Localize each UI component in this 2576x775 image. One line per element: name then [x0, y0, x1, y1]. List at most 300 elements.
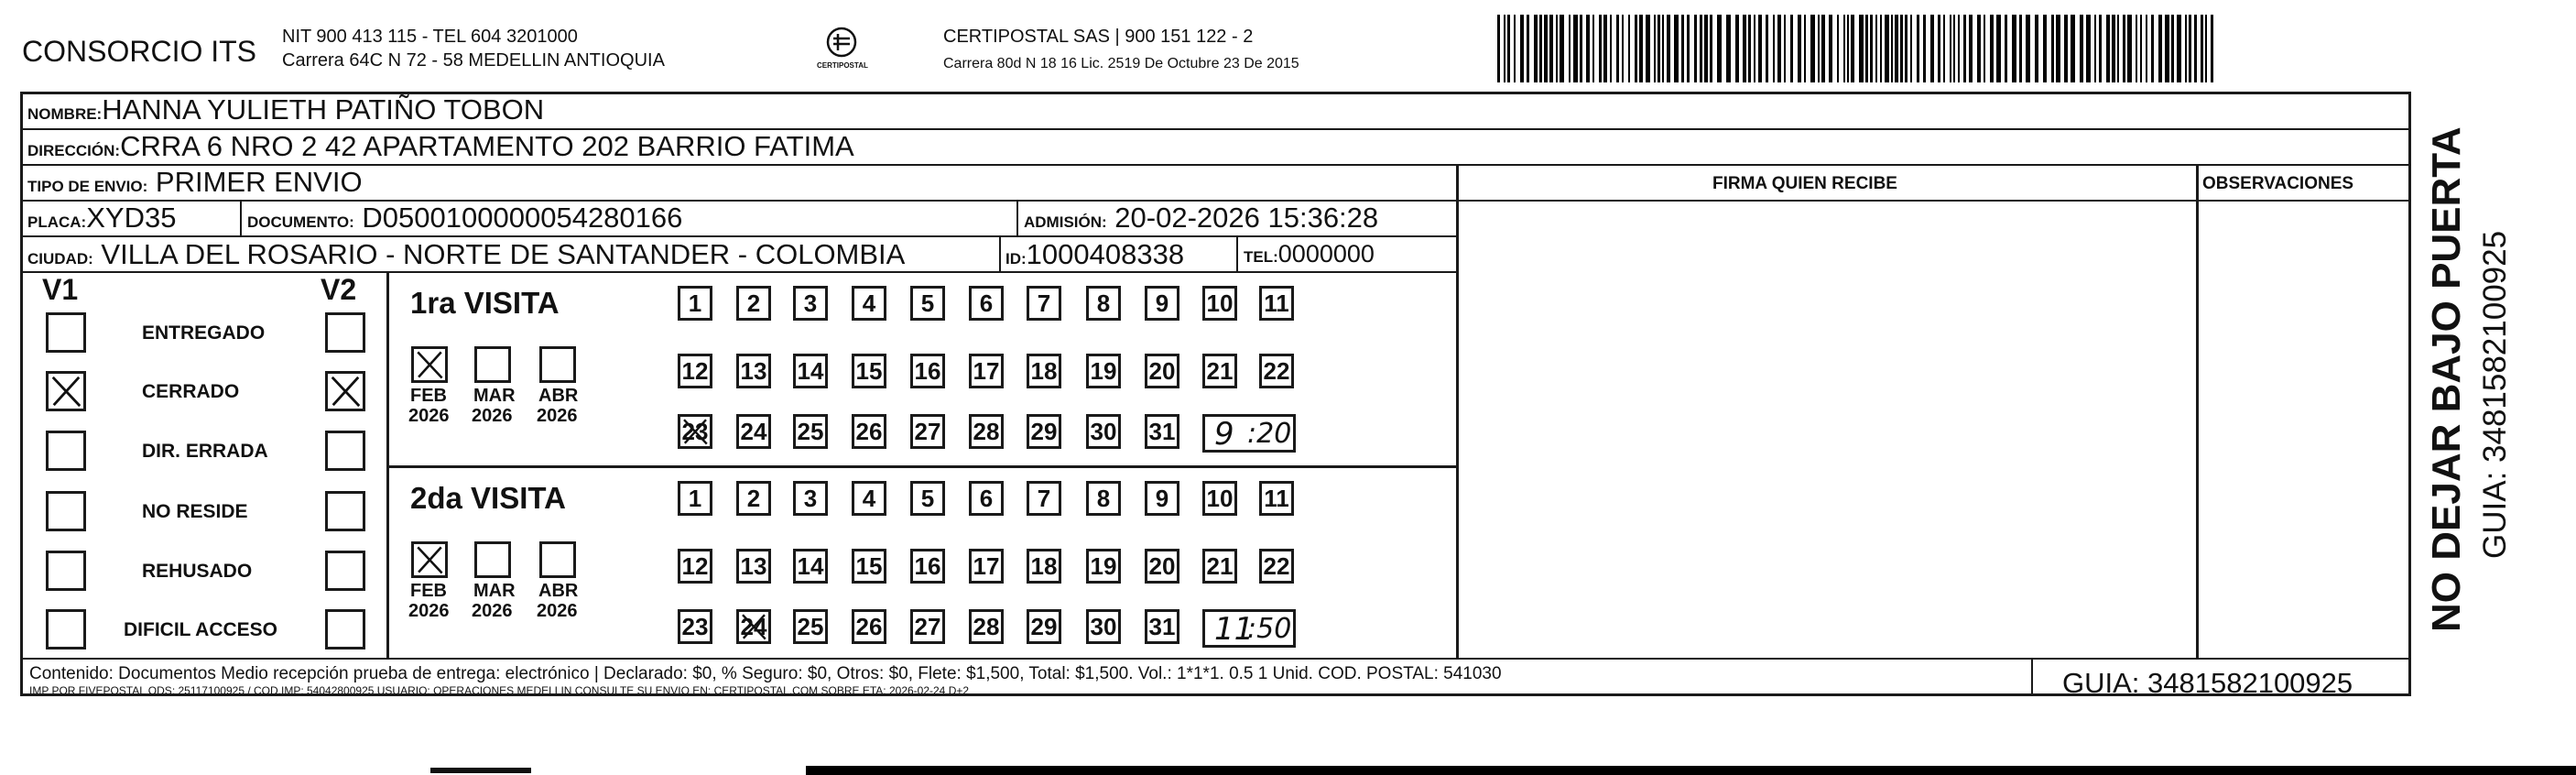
- bottom-edge-line: [806, 766, 2576, 775]
- barcode-bar: [2177, 15, 2181, 82]
- ciudad-field: [27, 240, 905, 268]
- documento-field: [247, 203, 682, 232]
- barcode-bar: [1520, 15, 1524, 82]
- day-number: 13: [740, 552, 767, 580]
- barcode-bar: [1662, 15, 1664, 82]
- barcode-bar: [1700, 15, 1702, 82]
- barcode-bar: [1930, 15, 1934, 82]
- day-number: 23: [681, 613, 709, 640]
- day-box[interactable]: [736, 481, 771, 516]
- barcode-bar: [1829, 15, 1832, 82]
- barcode-bar: [1687, 15, 1690, 82]
- day-box[interactable]: [678, 549, 712, 584]
- no-dejar-warning: NO DEJAR BAJO PUERTA: [2424, 126, 2469, 632]
- day-number: 25: [797, 613, 824, 640]
- barcode-bar: [2194, 15, 2197, 82]
- day-number: 8: [1096, 289, 1111, 317]
- barcode-bar: [2185, 15, 2187, 82]
- admision-field: [1024, 203, 1378, 232]
- barcode-bar: [2106, 15, 2110, 82]
- month-checkbox[interactable]: [411, 541, 448, 578]
- day-box[interactable]: [736, 354, 771, 388]
- day-box[interactable]: [678, 286, 712, 321]
- status-v2-checkbox[interactable]: [325, 371, 365, 411]
- barcode-bar: [2005, 15, 2007, 82]
- day-number: 22: [1263, 552, 1290, 580]
- barcode-bar: [2012, 15, 2016, 82]
- day-box[interactable]: [1086, 609, 1121, 644]
- direccion-field: [27, 132, 854, 160]
- tel-label: TEL:: [1244, 248, 1278, 266]
- day-number: 21: [1206, 552, 1234, 580]
- footer-guia: GUIA: 3481582100925: [2062, 667, 2353, 699]
- side-guia: GUIA: 3481582100925: [2477, 230, 2513, 559]
- day-number: 15: [855, 552, 883, 580]
- barcode-bar: [2071, 15, 2075, 82]
- visit-time-box[interactable]: [1202, 609, 1296, 648]
- direccion-value: CRRA 6 NRO 2 42 APARTAMENTO 202 BARRIO FATIMA: [120, 130, 854, 162]
- day-box[interactable]: [852, 414, 886, 449]
- barcode-bar: [1586, 15, 1590, 82]
- id-field: [1005, 240, 1184, 268]
- barcode-bar: [1743, 15, 1746, 82]
- day-number: 3: [803, 289, 818, 317]
- visit-time-hour: 11: [1214, 611, 1255, 648]
- month-label: FEB: [410, 386, 447, 406]
- barcode-bar: [1726, 15, 1731, 82]
- day-cross-mark: [739, 612, 768, 641]
- day-box[interactable]: [1086, 286, 1121, 321]
- nombre-field: [27, 95, 544, 124]
- barcode-bar: [1635, 15, 1637, 82]
- month-label: MAR: [473, 386, 516, 406]
- day-number: 8: [1096, 485, 1111, 512]
- day-number: 22: [1263, 357, 1290, 385]
- barcode-bar: [1599, 15, 1602, 82]
- day-box[interactable]: [793, 609, 828, 644]
- status-v2-checkbox[interactable]: [325, 491, 365, 531]
- barcode-bar: [1784, 15, 1786, 82]
- barcode-bar: [2211, 15, 2213, 82]
- tel-field: [1244, 242, 1375, 267]
- day-box[interactable]: [1027, 609, 1061, 644]
- day-number: 30: [1090, 613, 1117, 640]
- day-number: 27: [914, 613, 941, 640]
- barcode-bar: [2127, 15, 2132, 82]
- barcode-bar: [1958, 15, 1960, 82]
- day-box[interactable]: [793, 549, 828, 584]
- barcode-bar: [1950, 15, 1951, 82]
- day-number: 7: [1037, 289, 1051, 317]
- day-box[interactable]: [910, 481, 945, 516]
- ciudad-value: VILLA DEL ROSARIO - NORTE DE SANTANDER - COLOMBIA: [101, 238, 906, 270]
- day-box[interactable]: [969, 286, 1004, 321]
- day-number: 29: [1030, 418, 1058, 445]
- barcode-bar: [1704, 15, 1708, 82]
- day-number: 24: [740, 418, 767, 445]
- courier-line-1: CERTIPOSTAL SAS | 900 151 122 - 2: [943, 27, 1254, 47]
- day-box[interactable]: [678, 414, 712, 449]
- day-box[interactable]: [793, 286, 828, 321]
- day-box[interactable]: [736, 286, 771, 321]
- barcode-bar: [1870, 15, 1873, 82]
- barcode-bar: [1748, 15, 1751, 82]
- visit-time-hour: 9: [1214, 416, 1234, 453]
- day-box[interactable]: [910, 549, 945, 584]
- day-number: 17: [973, 357, 1000, 385]
- barcode-bar: [1569, 15, 1571, 82]
- day-box[interactable]: [1202, 286, 1237, 321]
- barcode-bar: [1875, 15, 1877, 82]
- id-label: ID:: [1005, 250, 1027, 267]
- month-year: 2026: [537, 406, 578, 426]
- barcode-bar: [1527, 15, 1529, 82]
- day-box[interactable]: [969, 609, 1004, 644]
- day-box[interactable]: [852, 481, 886, 516]
- visit-title: 2da VISITA: [410, 481, 566, 515]
- day-number: 13: [740, 357, 767, 385]
- status-v2-check-mark: [328, 374, 363, 409]
- day-box[interactable]: [1027, 354, 1061, 388]
- barcode-bar: [1990, 15, 1994, 82]
- admision-value: 20-02-2026 15:36:28: [1114, 202, 1379, 234]
- day-number: 4: [862, 289, 876, 317]
- status-label: DIR. ERRADA: [142, 441, 268, 462]
- day-box[interactable]: [1202, 354, 1237, 388]
- barcode-bar: [1943, 15, 1945, 82]
- month-checkbox[interactable]: [539, 541, 576, 578]
- tel-value: 0000000: [1277, 240, 1375, 267]
- day-number: 7: [1037, 485, 1051, 512]
- barcode-bar: [2086, 15, 2091, 82]
- placa-field: [27, 203, 176, 232]
- barcode-bar: [1891, 15, 1893, 82]
- day-number: 21: [1206, 357, 1234, 385]
- status-v2-checkbox[interactable]: [325, 312, 365, 353]
- day-number: 4: [862, 485, 876, 512]
- barcode-bar: [2189, 15, 2191, 82]
- barcode-bar: [1837, 15, 1839, 82]
- barcode-bar: [1507, 15, 1510, 82]
- day-number: 15: [855, 357, 883, 385]
- barcode-bar: [1963, 15, 1966, 82]
- barcode-bar: [1654, 15, 1656, 82]
- nombre-value: HANNA YULIETH PATIÑO TOBON: [102, 93, 545, 126]
- day-box[interactable]: [852, 286, 886, 321]
- barcode-bar: [1885, 15, 1889, 82]
- footer-line-2: IMP POR FIVEPOSTAL ODS: 25117100925 / COD.IMP: 54042800925 USUARIO: OPERACIONES MEDELLIN CONSULTE SU ENVIO EN: CERTIPOSTAL.COM SOBRE ETA: 2026-02-24 D+2: [29, 684, 970, 697]
- day-number: 6: [979, 485, 994, 512]
- barcode-bar: [2064, 15, 2068, 82]
- status-v1-check-mark: [49, 374, 83, 409]
- footer-line-1: Contenido: Documentos Medio recepción prueba de entrega: electrónico | Declarado: $0, % Seguro: $0, Otros: $0, Flete: $1,500, Total: $1,500. Vol.: 1*1*1. 0.5 1 Unid. COD. POSTAL: 541030: [29, 664, 1502, 683]
- day-number: 1: [688, 485, 702, 512]
- barcode-bar: [2019, 15, 2022, 82]
- day-number: 30: [1090, 418, 1117, 445]
- day-number: 28: [973, 418, 1000, 445]
- day-number: 26: [855, 418, 883, 445]
- day-box[interactable]: [793, 414, 828, 449]
- month-year: 2026: [472, 601, 513, 621]
- barcode-bar: [2112, 15, 2115, 82]
- day-box[interactable]: [852, 609, 886, 644]
- day-box[interactable]: [910, 286, 945, 321]
- documento-label: DOCUMENTO:: [247, 213, 354, 231]
- day-box[interactable]: [678, 354, 712, 388]
- month-year: 2026: [408, 601, 450, 621]
- observaciones-header: OBSERVACIONES: [2202, 174, 2354, 193]
- barcode-bar: [1969, 15, 1973, 82]
- day-box[interactable]: [1027, 481, 1061, 516]
- day-number: 18: [1030, 552, 1058, 580]
- company-line-2: Carrera 64C N 72 - 58 MEDELLIN ANTIOQUIA: [282, 50, 665, 71]
- placa-label: PLACA:: [27, 213, 87, 231]
- barcode-bar: [1628, 15, 1630, 82]
- day-number: 24: [740, 613, 767, 640]
- day-box[interactable]: [678, 609, 712, 644]
- barcode-bar: [1851, 15, 1854, 82]
- barcode-bar: [2117, 15, 2119, 82]
- id-value: 1000408338: [1026, 238, 1185, 270]
- day-number: 16: [914, 552, 941, 580]
- day-box[interactable]: [1259, 549, 1294, 584]
- status-v1-checkbox[interactable]: [46, 371, 86, 411]
- month-check-mark: [414, 544, 445, 575]
- barcode-bar: [1694, 15, 1697, 82]
- tipo-envio-value: PRIMER ENVIO: [155, 166, 363, 198]
- day-number: 25: [797, 418, 824, 445]
- day-box[interactable]: [910, 354, 945, 388]
- month-label: MAR: [473, 581, 516, 601]
- visit-time-minutes: :50: [1247, 613, 1292, 645]
- barcode-bar: [2136, 15, 2137, 82]
- barcode-bar: [1847, 15, 1849, 82]
- day-box[interactable]: [1027, 414, 1061, 449]
- month-year: 2026: [408, 406, 450, 426]
- day-box[interactable]: [793, 354, 828, 388]
- status-label: ENTREGADO: [142, 322, 266, 344]
- month-year: 2026: [537, 601, 578, 621]
- barcode-bar: [1773, 15, 1775, 82]
- logo-caption: CERTIPOSTAL: [817, 61, 868, 70]
- status-v2-checkbox[interactable]: [325, 431, 365, 471]
- status-label: DIFICIL ACCESO: [124, 619, 278, 640]
- day-box[interactable]: [736, 414, 771, 449]
- day-number: 6: [979, 289, 994, 317]
- status-v2-checkbox[interactable]: [325, 551, 365, 591]
- nombre-label: NOMBRE:: [27, 105, 103, 123]
- day-number: 17: [973, 552, 1000, 580]
- barcode-bar: [2043, 15, 2047, 82]
- barcode-bar: [1821, 15, 1825, 82]
- barcode-bar: [2035, 15, 2038, 82]
- day-cross-mark: [680, 417, 710, 446]
- day-box[interactable]: [1145, 354, 1179, 388]
- barcode-bar: [2201, 15, 2203, 82]
- company-name: CONSORCIO ITS: [22, 35, 257, 68]
- month-label: ABR: [538, 581, 579, 601]
- status-v2-checkbox[interactable]: [325, 609, 365, 649]
- day-box[interactable]: [969, 414, 1004, 449]
- status-label: NO RESIDE: [142, 501, 248, 522]
- day-number: 20: [1148, 552, 1176, 580]
- month-check-mark: [414, 349, 445, 380]
- barcode-bar: [2140, 15, 2142, 82]
- tipo-envio-field: [27, 168, 363, 196]
- barcode-bar: [1977, 15, 1981, 82]
- tipo-envio-label: TIPO DE ENVIO:: [27, 178, 148, 195]
- day-box[interactable]: [852, 549, 886, 584]
- day-box[interactable]: [1145, 414, 1179, 449]
- day-box[interactable]: [736, 549, 771, 584]
- barcode-bar: [1880, 15, 1882, 82]
- day-box[interactable]: [1145, 286, 1179, 321]
- day-box[interactable]: [1086, 549, 1121, 584]
- status-v1-checkbox[interactable]: [46, 491, 86, 531]
- day-number: 16: [914, 357, 941, 385]
- day-box[interactable]: [678, 481, 712, 516]
- day-box[interactable]: [1086, 354, 1121, 388]
- barcode-bar: [2165, 15, 2169, 82]
- firma-header: FIRMA QUIEN RECIBE: [1712, 174, 1897, 193]
- status-v1-checkbox[interactable]: [46, 551, 86, 591]
- barcode-bar: [1953, 15, 1955, 82]
- day-number: 28: [973, 613, 1000, 640]
- status-v1-checkbox[interactable]: [46, 312, 86, 353]
- day-number: 14: [797, 552, 824, 580]
- visit-time-minutes: :20: [1247, 418, 1292, 450]
- barcode-bar: [2026, 15, 2030, 82]
- day-box[interactable]: [1086, 414, 1121, 449]
- v1-heading: V1: [42, 273, 79, 306]
- day-box[interactable]: [1202, 549, 1237, 584]
- barcode-bar: [1996, 15, 2001, 82]
- barcode-bar: [2094, 15, 2096, 82]
- day-box[interactable]: [969, 481, 1004, 516]
- day-number: 19: [1090, 552, 1117, 580]
- day-number: 14: [797, 357, 824, 385]
- status-v1-checkbox[interactable]: [46, 431, 86, 471]
- month-label: ABR: [538, 386, 579, 406]
- barcode-bar: [1610, 15, 1612, 82]
- barcode-bar: [1798, 15, 1801, 82]
- barcode-bar: [1544, 15, 1548, 82]
- barcode-bar: [2158, 15, 2162, 82]
- day-number: 29: [1030, 613, 1058, 640]
- barcode-bar: [1560, 15, 1564, 82]
- day-box[interactable]: [736, 609, 771, 644]
- day-number: 11: [1264, 485, 1289, 512]
- day-number: 20: [1148, 357, 1176, 385]
- day-box[interactable]: [1259, 286, 1294, 321]
- barcode-bar: [1917, 15, 1919, 82]
- day-number: 11: [1264, 289, 1289, 317]
- month-year: 2026: [472, 406, 513, 426]
- barcode-bar: [1818, 15, 1820, 82]
- day-box[interactable]: [1027, 549, 1061, 584]
- day-box[interactable]: [1145, 481, 1179, 516]
- month-checkbox[interactable]: [411, 346, 448, 383]
- day-box[interactable]: [852, 354, 886, 388]
- barcode-bar: [1766, 15, 1768, 82]
- month-checkbox[interactable]: [474, 346, 511, 383]
- day-box[interactable]: [793, 481, 828, 516]
- barcode-bar: [1810, 15, 1815, 82]
- day-box[interactable]: [1086, 481, 1121, 516]
- day-number: 10: [1206, 289, 1234, 317]
- barcode-bar: [1758, 15, 1762, 82]
- barcode-bar: [1735, 15, 1739, 82]
- barcode-bar: [1658, 15, 1660, 82]
- barcode-bar: [1843, 15, 1845, 82]
- month-checkbox[interactable]: [474, 541, 511, 578]
- barcode-bar: [1534, 15, 1538, 82]
- barcode-bar: [1514, 15, 1516, 82]
- month-checkbox[interactable]: [539, 346, 576, 383]
- status-label: CERRADO: [142, 381, 240, 402]
- barcode-bar: [2146, 15, 2147, 82]
- day-number: 18: [1030, 357, 1058, 385]
- day-number: 5: [920, 289, 935, 317]
- day-number: 27: [914, 418, 941, 445]
- day-box[interactable]: [969, 549, 1004, 584]
- status-label: REHUSADO: [142, 561, 253, 582]
- day-box[interactable]: [1027, 286, 1061, 321]
- day-box[interactable]: [969, 354, 1004, 388]
- day-box[interactable]: [1145, 609, 1179, 644]
- admision-label: ADMISIÓN:: [1024, 213, 1107, 231]
- barcode-bar: [1603, 15, 1607, 82]
- barcode-bar: [2205, 15, 2207, 82]
- v2-heading: V2: [321, 273, 357, 306]
- day-number: 9: [1155, 485, 1169, 512]
- barcode-bar: [1497, 15, 1500, 82]
- barcode-bar: [1984, 15, 1985, 82]
- barcode-bar: [1804, 15, 1806, 82]
- day-box[interactable]: [1259, 354, 1294, 388]
- status-v1-checkbox[interactable]: [46, 609, 86, 649]
- barcode-bar: [2056, 15, 2060, 82]
- barcode-bar: [1895, 15, 1898, 82]
- barcode-bar: [1674, 15, 1679, 82]
- direccion-label: DIRECCIÓN:: [27, 142, 121, 159]
- placa-value: XYD35: [86, 202, 177, 234]
- day-number: 10: [1206, 485, 1234, 512]
- day-number: 5: [920, 485, 935, 512]
- barcode-bar: [1573, 15, 1578, 82]
- day-box[interactable]: [910, 414, 945, 449]
- visit-title: 1ra VISITA: [410, 286, 560, 320]
- barcode-bar: [1580, 15, 1582, 82]
- day-number: 2: [746, 289, 761, 317]
- day-number: 12: [681, 552, 709, 580]
- barcode-bar: [1710, 15, 1712, 82]
- barcode-bar: [1900, 15, 1903, 82]
- documento-value: D0500100000054280166: [362, 202, 683, 234]
- day-box[interactable]: [1145, 549, 1179, 584]
- visit-time-box[interactable]: [1202, 414, 1296, 453]
- day-box[interactable]: [1202, 481, 1237, 516]
- day-box[interactable]: [1259, 481, 1294, 516]
- day-number: 12: [681, 357, 709, 385]
- day-box[interactable]: [910, 609, 945, 644]
- barcode-bar: [1556, 15, 1558, 82]
- bottom-edge-mark: [430, 768, 531, 773]
- day-number: 1: [688, 289, 702, 317]
- ciudad-label: CIUDAD:: [27, 250, 93, 267]
- day-number: 19: [1090, 357, 1117, 385]
- barcode-bar: [1539, 15, 1542, 82]
